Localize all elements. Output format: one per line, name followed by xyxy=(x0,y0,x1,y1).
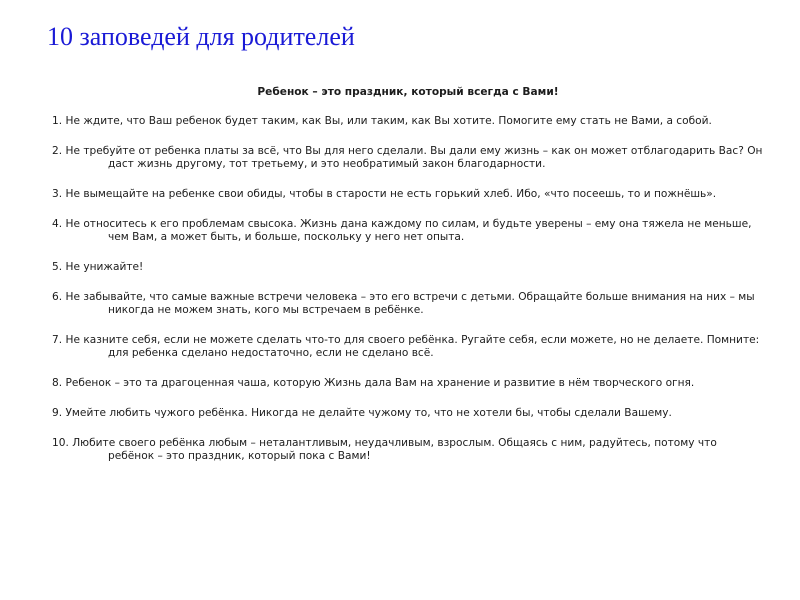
commandments-body xyxy=(52,86,764,480)
commandment-item-5: 5. Не унижайте! xyxy=(52,261,144,273)
commandment-item-3: 3. Не вымещайте на ребенке свои обиды, чтобы в старости не есть горький хлеб. Ибо, «что посеешь, то и пожнёшь». xyxy=(52,188,717,200)
commandment-item-10: 10. Любите своего ребёнка любым – неталантливым, неудачливым, взрослым. Общаясь с ним, радуйтесь, потому что ребёнок – это праздник, который пока с Вами! xyxy=(52,437,717,462)
commandment-item-2: 2. Не требуйте от ребенка платы за всё, что Вы для него сделали. Вы дали ему жизнь – как он может отблагодарить Вас? Он даст жизнь другому, тот третьему, и это необратимый закон благодарности. xyxy=(52,145,763,170)
commandment-item-1: 1. Не ждите, что Ваш ребенок будет таким, как Вы, или таким, как Вы хотите. Помогите ему стать не Вами, а собой. xyxy=(52,115,712,127)
page-title: 10 заповедей для родителей xyxy=(47,22,355,51)
commandment-item-4: 4. Не относитесь к его проблемам свысока. Жизнь дана каждому по силам, и будьте уверены – ему она тяжела не меньше, чем Вам, а может быть, и больше, поскольку у него нет опыта. xyxy=(52,218,752,243)
subtitle: Ребенок – это праздник, который всегда с Вами! xyxy=(257,86,559,98)
commandment-item-8: 8. Ребенок – это та драгоценная чаша, которую Жизнь дала Вам на хранение и развитие в нём творческого огня. xyxy=(52,377,695,389)
commandment-item-7: 7. Не казните себя, если не можете сделать что-то для своего ребёнка. Ругайте себя, если можете, но не делаете. Помните: для ребенка сделано недостаточно, если не сделано всё. xyxy=(52,334,760,359)
commandment-item-6: 6. Не забывайте, что самые важные встречи человека – это его встречи с детьми. Обращайте больше внимания на них – мы никогда не можем знать, кого мы встречаем в ребёнке. xyxy=(52,291,755,316)
commandment-item-9: 9. Умейте любить чужого ребёнка. Никогда не делайте чужому то, что не хотели бы, чтобы сделали Вашему. xyxy=(52,407,672,419)
